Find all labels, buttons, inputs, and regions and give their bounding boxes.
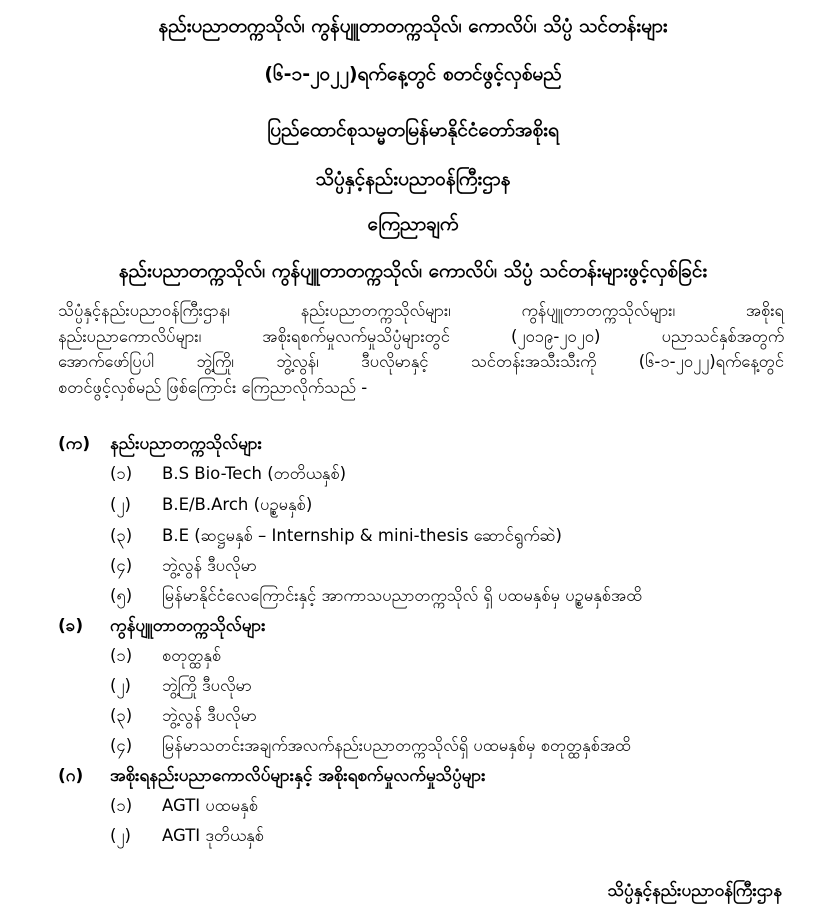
section-heading-ka <box>58 433 262 458</box>
signature-ministry: သိပ္ပံနှင့်နည်းပညာဝန်ကြီးဌာန <box>607 881 782 901</box>
item-marker: (၃) <box>110 526 133 545</box>
list-item <box>110 586 642 610</box>
item-marker: (၄) <box>110 736 133 755</box>
item-text: ဘွဲ့ကြို ဒီပလိုမာ <box>162 676 252 695</box>
list-item <box>110 526 562 550</box>
body-line: သိပ္ပံနှင့်နည်းပညာဝန်ကြီးဌာန၊ နည်းပညာတက္ကသိုလ်များ၊ ကွန်ပျူတာတက္ကသိုလ်များ၊ အစိုးရ <box>58 301 784 320</box>
ministry-name: သိပ္ပံနှင့်နည်းပညာဝန်ကြီးဌာန <box>315 168 511 190</box>
item-text: မြန်မာသတင်းအချက်အလက်နည်းပညာတက္ကသိုလ်ရှိ ပထမနှစ်မှ စတုတ္ထနှစ်အထိ <box>162 736 632 755</box>
item-text: ဘွဲ့လွန် ဒီပလိုမာ <box>162 556 257 575</box>
item-text: ဘွဲ့လွန် ဒီပလိုမာ <box>162 706 257 725</box>
item-marker: (၃) <box>110 706 133 725</box>
item-marker: (၁) <box>110 796 133 815</box>
section-marker: (ခ) <box>58 616 84 636</box>
item-text: AGTI ပထမနှစ် <box>162 796 258 815</box>
item-text: B.S Bio-Tech (တတိယနှစ်) <box>162 464 347 483</box>
list-item <box>110 706 257 730</box>
list-item <box>110 826 264 850</box>
title-line-2: (၆-၁-၂၀၂၂)ရက်နေ့တွင် စတင်ဖွင့်လှစ်မည် <box>264 63 562 85</box>
item-text: B.E (ဆဋ္ဌမနှစ် – Internship & mini-thesis ဆောင်ရွက်ဆဲ) <box>162 526 562 545</box>
item-marker: (၄) <box>110 556 133 575</box>
item-marker: (၂) <box>110 676 131 695</box>
section-heading-kha <box>58 615 266 640</box>
notice-subject: နည်းပညာတက္ကသိုလ်၊ ကွန်ပျူတာတက္ကသိုလ်၊ ကောလိပ်၊ သိပ္ပံ သင်တန်းများဖွင့်လှစ်ခြင်း <box>118 260 708 282</box>
item-text: မြန်မာနိုင်ငံလေကြောင်းနှင့် အာကာသပညာတက္ကသိုလ် ရှိ ပထမနှစ်မှ ပဥ္စမနှစ်အထိ <box>162 586 643 605</box>
item-text: B.E/B.Arch (ပဥ္စမနှစ်) <box>162 495 313 514</box>
item-marker: (၁) <box>110 646 133 665</box>
section-title: ကွန်ပျူတာတက္ကသိုလ်များ <box>110 616 266 636</box>
list-item <box>110 464 346 488</box>
list-item <box>110 556 257 580</box>
section-title: နည်းပညာတက္ကသိုလ်များ <box>110 434 262 454</box>
section-title: အစိုးရနည်းပညာကောလိပ်များနှင့် အစိုးရစက်မှုလက်မှုသိပ္ပံများ <box>110 766 486 786</box>
section-marker: (က) <box>58 434 91 454</box>
item-marker: (၅) <box>110 586 133 605</box>
list-item <box>110 646 221 670</box>
item-marker: (၂) <box>110 826 131 845</box>
notice-type: ကြေညာချက် <box>367 213 459 235</box>
list-item <box>110 796 258 820</box>
item-marker: (၁) <box>110 464 133 483</box>
list-item <box>110 736 631 760</box>
body-paragraph <box>58 298 784 400</box>
section-heading-ga <box>58 765 486 790</box>
item-text: စတုတ္ထနှစ် <box>162 646 222 665</box>
government-name: ပြည်ထောင်စုသမ္မတမြန်မာနိုင်ငံတော်အစိုးရ <box>267 119 559 141</box>
list-item <box>110 495 312 519</box>
body-line: နည်းပညာကောလိပ်များ၊ အစိုးရစက်မှုလက်မှုသိပ္ပံများတွင် (၂၀၁၉-၂၀၂၀) ပညာသင်နှစ်အတွက် <box>58 326 784 346</box>
item-marker: (၂) <box>110 495 131 514</box>
title-line-1: နည်းပညာတက္ကသိုလ်၊ ကွန်ပျူတာတက္ကသိုလ်၊ ကောလိပ်၊ သိပ္ပံ သင်တန်းများ <box>158 15 668 37</box>
section-marker: (ဂ) <box>58 766 84 786</box>
list-item <box>110 676 252 700</box>
body-line: အောက်ဖော်ပြပါ ဘွဲ့ကြို၊ ဘွဲ့လွန်၊ ဒီပလိုမာနှင့် သင်တန်းအသီးသီးကို (၆-၁-၂၀၂၂)ရက်နေ့တွင် <box>58 352 784 371</box>
body-line: စတင်ဖွင့်လှစ်မည် ဖြစ်ကြောင်း ကြေညာလိုက်သည် - <box>58 377 368 397</box>
item-text: AGTI ဒုတိယနှစ် <box>162 826 264 845</box>
